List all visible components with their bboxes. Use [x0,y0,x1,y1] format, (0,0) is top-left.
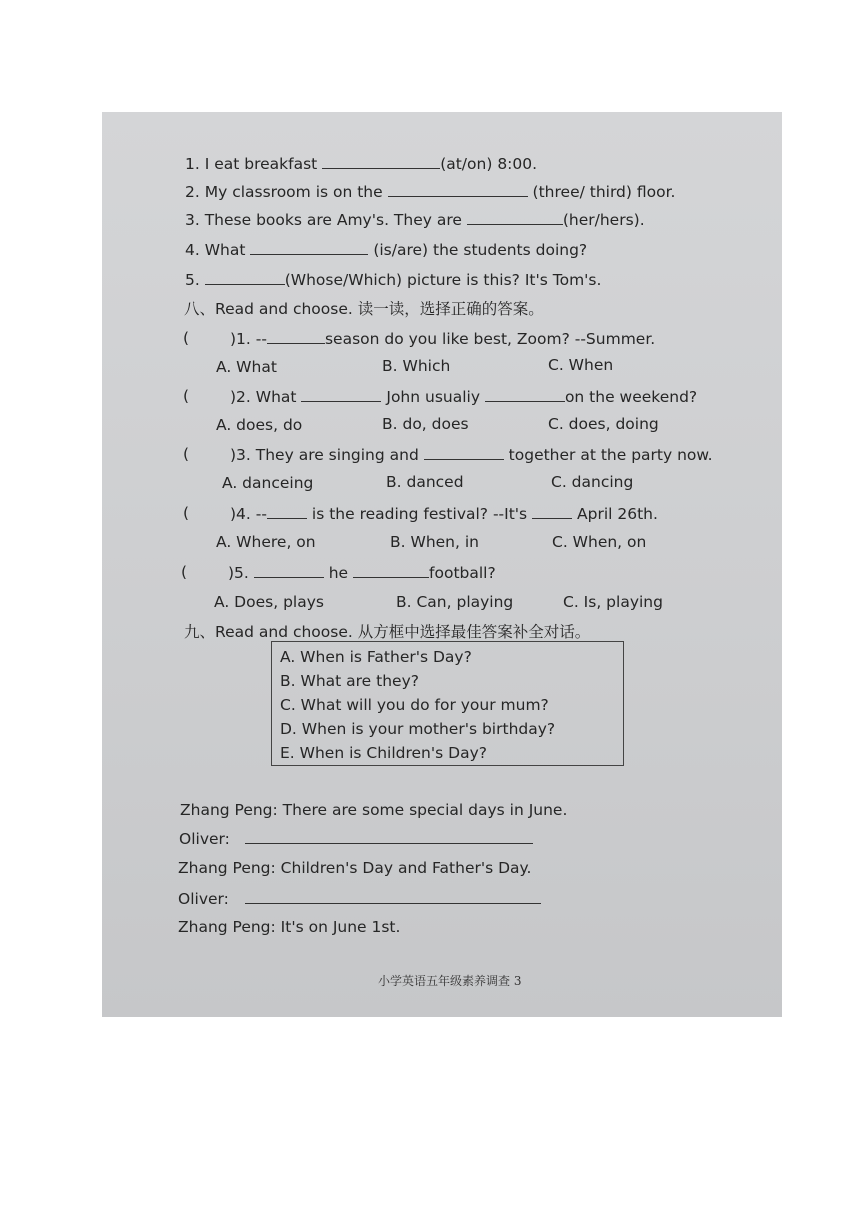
question-text: (at/on) 8:00. [440,155,538,173]
answer-blank[interactable] [353,562,429,578]
question-text: (three/ third) floor. [532,183,676,201]
option-d: D. When is your mother's birthday? [280,720,556,738]
question-8-1 [230,328,655,349]
option-b: B. What are they? [280,672,419,690]
question-text: John usualiy [386,388,481,406]
question-text: (Whose/Which) picture is this? It's Tom's. [284,271,602,289]
answer-blank[interactable] [245,888,541,904]
choice-a[interactable]: A. What [216,358,277,376]
answer-blank[interactable] [322,153,440,169]
question-text: )2. What [230,388,297,406]
answer-blank[interactable] [388,181,528,197]
question-text: 1. I eat breakfast [185,155,318,173]
choice-c[interactable]: C. When [548,356,614,374]
section-8-heading: 八、Read and choose. 读一读，选择正确的答案。 [184,300,544,318]
question-text: season do you like best, Zoom? --Summer. [324,330,656,348]
choice-c[interactable]: C. dancing [551,473,634,491]
question-text: )5. [228,564,249,582]
question-7-1 [185,153,537,174]
question-8-2 [230,386,697,407]
question-7-3 [185,209,645,230]
question-text: he [328,564,349,582]
question-text: together at the party now. [508,446,713,464]
option-a: A. When is Father's Day? [280,648,472,666]
section-9-heading: 九、Read and choose. 从方框中选择最佳答案补全对话。 [184,623,591,641]
answer-paren[interactable]: ( [183,387,190,405]
answer-blank[interactable] [532,503,572,519]
answer-blank[interactable] [485,386,565,402]
question-text: 4. What [185,241,246,259]
speaker-label: Oliver: [179,830,230,848]
dialogue-line: Zhang Peng: It's on June 1st. [178,918,401,936]
choice-b[interactable]: B. Which [382,357,451,375]
question-text: on the weekend? [564,388,698,406]
dialogue-line: Zhang Peng: There are some special days in June. [180,801,568,819]
option-e: E. When is Children's Day? [280,744,487,762]
answer-paren[interactable]: ( [181,563,188,581]
options-box [271,641,624,766]
question-8-3 [230,444,713,465]
option-c: C. What will you do for your mum? [280,696,549,714]
speaker-label: Oliver: [178,890,229,908]
answer-paren[interactable]: ( [183,445,190,463]
question-text: 3. These books are Amy's. They are [185,211,462,229]
choice-a[interactable]: A. does, do [216,416,303,434]
question-text: (is/are) the students doing? [373,241,588,259]
choice-a[interactable]: A. Where, on [216,533,316,551]
choice-b[interactable]: B. danced [386,473,464,491]
question-7-5 [185,269,601,290]
question-text: 2. My classroom is on the [185,183,383,201]
question-8-5 [228,562,496,583]
answer-blank[interactable] [301,386,381,402]
choice-b[interactable]: B. When, in [390,533,479,551]
choice-b[interactable]: B. Can, playing [396,593,514,611]
question-text: football? [429,564,496,582]
answer-blank[interactable] [267,328,325,344]
question-text: (her/hers). [562,211,645,229]
answer-paren[interactable]: ( [183,329,190,347]
question-text: is the reading festival? --It's [311,505,528,523]
answer-blank[interactable] [467,209,563,225]
question-7-4 [185,239,587,260]
answer-blank[interactable] [267,503,307,519]
question-text: )4. -- [230,505,267,523]
dialogue-line: Zhang Peng: Children's Day and Father's Day. [178,859,532,877]
question-7-2 [185,181,675,202]
question-text: )1. -- [230,330,267,348]
choice-c[interactable]: C. Is, playing [563,593,663,611]
choice-a[interactable]: A. Does, plays [214,593,324,611]
answer-paren[interactable]: ( [183,504,190,522]
answer-blank[interactable] [254,562,324,578]
photographed-page [102,112,782,1017]
choice-a[interactable]: A. danceing [222,474,314,492]
choice-c[interactable]: C. does, doing [548,415,659,433]
question-text: 5. [185,271,200,289]
choice-c[interactable]: C. When, on [552,533,647,551]
answer-blank[interactable] [205,269,285,285]
choice-b[interactable]: B. do, does [382,415,469,433]
dialogue-line [179,828,533,849]
answer-blank[interactable] [424,444,504,460]
dialogue-line [178,888,541,909]
question-text: )3. They are singing and [230,446,419,464]
question-text: April 26th. [577,505,658,523]
answer-blank[interactable] [245,828,533,844]
page-footer: 小学英语五年级素养调查 3 [378,974,522,988]
answer-blank[interactable] [250,239,368,255]
question-8-4 [230,503,658,524]
